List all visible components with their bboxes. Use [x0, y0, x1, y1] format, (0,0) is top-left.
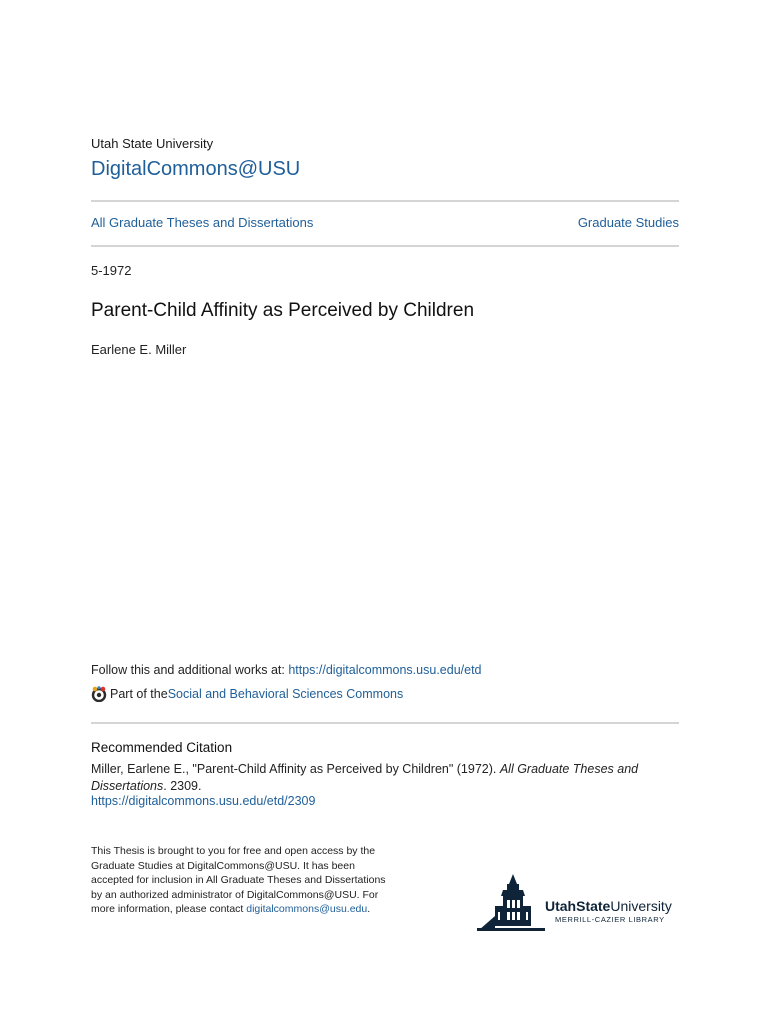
- citation-text: [91, 761, 679, 795]
- divider: [91, 245, 679, 247]
- part-of-line: [91, 686, 403, 702]
- library-tower-icon: [477, 872, 547, 932]
- follow-url-link[interactable]: https://digitalcommons.usu.edu/etd: [288, 663, 482, 677]
- contact-email-link[interactable]: digitalcommons@usu.edu: [246, 903, 368, 916]
- author-name: Earlene E. Miller: [91, 342, 187, 357]
- follow-line: [91, 663, 482, 677]
- repository-link[interactable]: DigitalCommons@USU: [91, 158, 301, 180]
- logo-subtitle: MERRILL-CAZIER LIBRARY: [555, 915, 665, 924]
- publication-date: 5-1972: [91, 263, 132, 278]
- part-of-prefix: Part of the: [110, 687, 168, 701]
- divider: [91, 200, 679, 202]
- follow-prefix: Follow this and additional works at:: [91, 663, 289, 677]
- document-title: Parent-Child Affinity as Perceived by Children: [91, 300, 475, 321]
- cover-page: [91, 0, 679, 1024]
- citation-main: Miller, Earlene E., "Parent-Child Affinity as Perceived by Children" (1972).: [91, 762, 500, 776]
- collection-links: [91, 215, 679, 230]
- citation-series: All Graduate Theses and Dissertations: [91, 762, 639, 793]
- collection-link-theses[interactable]: All Graduate Theses and Dissertations: [91, 215, 314, 230]
- access-notice: [91, 844, 391, 917]
- logo-wordmark: UtahStateUniversity: [545, 898, 672, 914]
- citation-number: . 2309.: [163, 779, 202, 793]
- citation-url-link[interactable]: https://digitalcommons.usu.edu/etd/2309: [91, 794, 316, 808]
- collection-link-graduate-studies[interactable]: Graduate Studies: [577, 215, 679, 230]
- recommended-citation-heading: Recommended Citation: [91, 740, 233, 755]
- commons-link[interactable]: Social and Behavioral Sciences Commons: [167, 687, 404, 701]
- usu-library-logo: [477, 872, 681, 932]
- notice-text: This Thesis is brought to you for free and open access by the Graduate Studies at DigitalCommons@USU. It has been accepted for inclusion in All Graduate Theses and Dissertations by an authorized administrator of DigitalCommons@USU. For more information, please contact: [91, 845, 386, 916]
- network-icon: [91, 686, 107, 702]
- divider: [91, 722, 679, 724]
- university-name: Utah State University: [91, 136, 214, 151]
- notice-end: .: [367, 903, 371, 916]
